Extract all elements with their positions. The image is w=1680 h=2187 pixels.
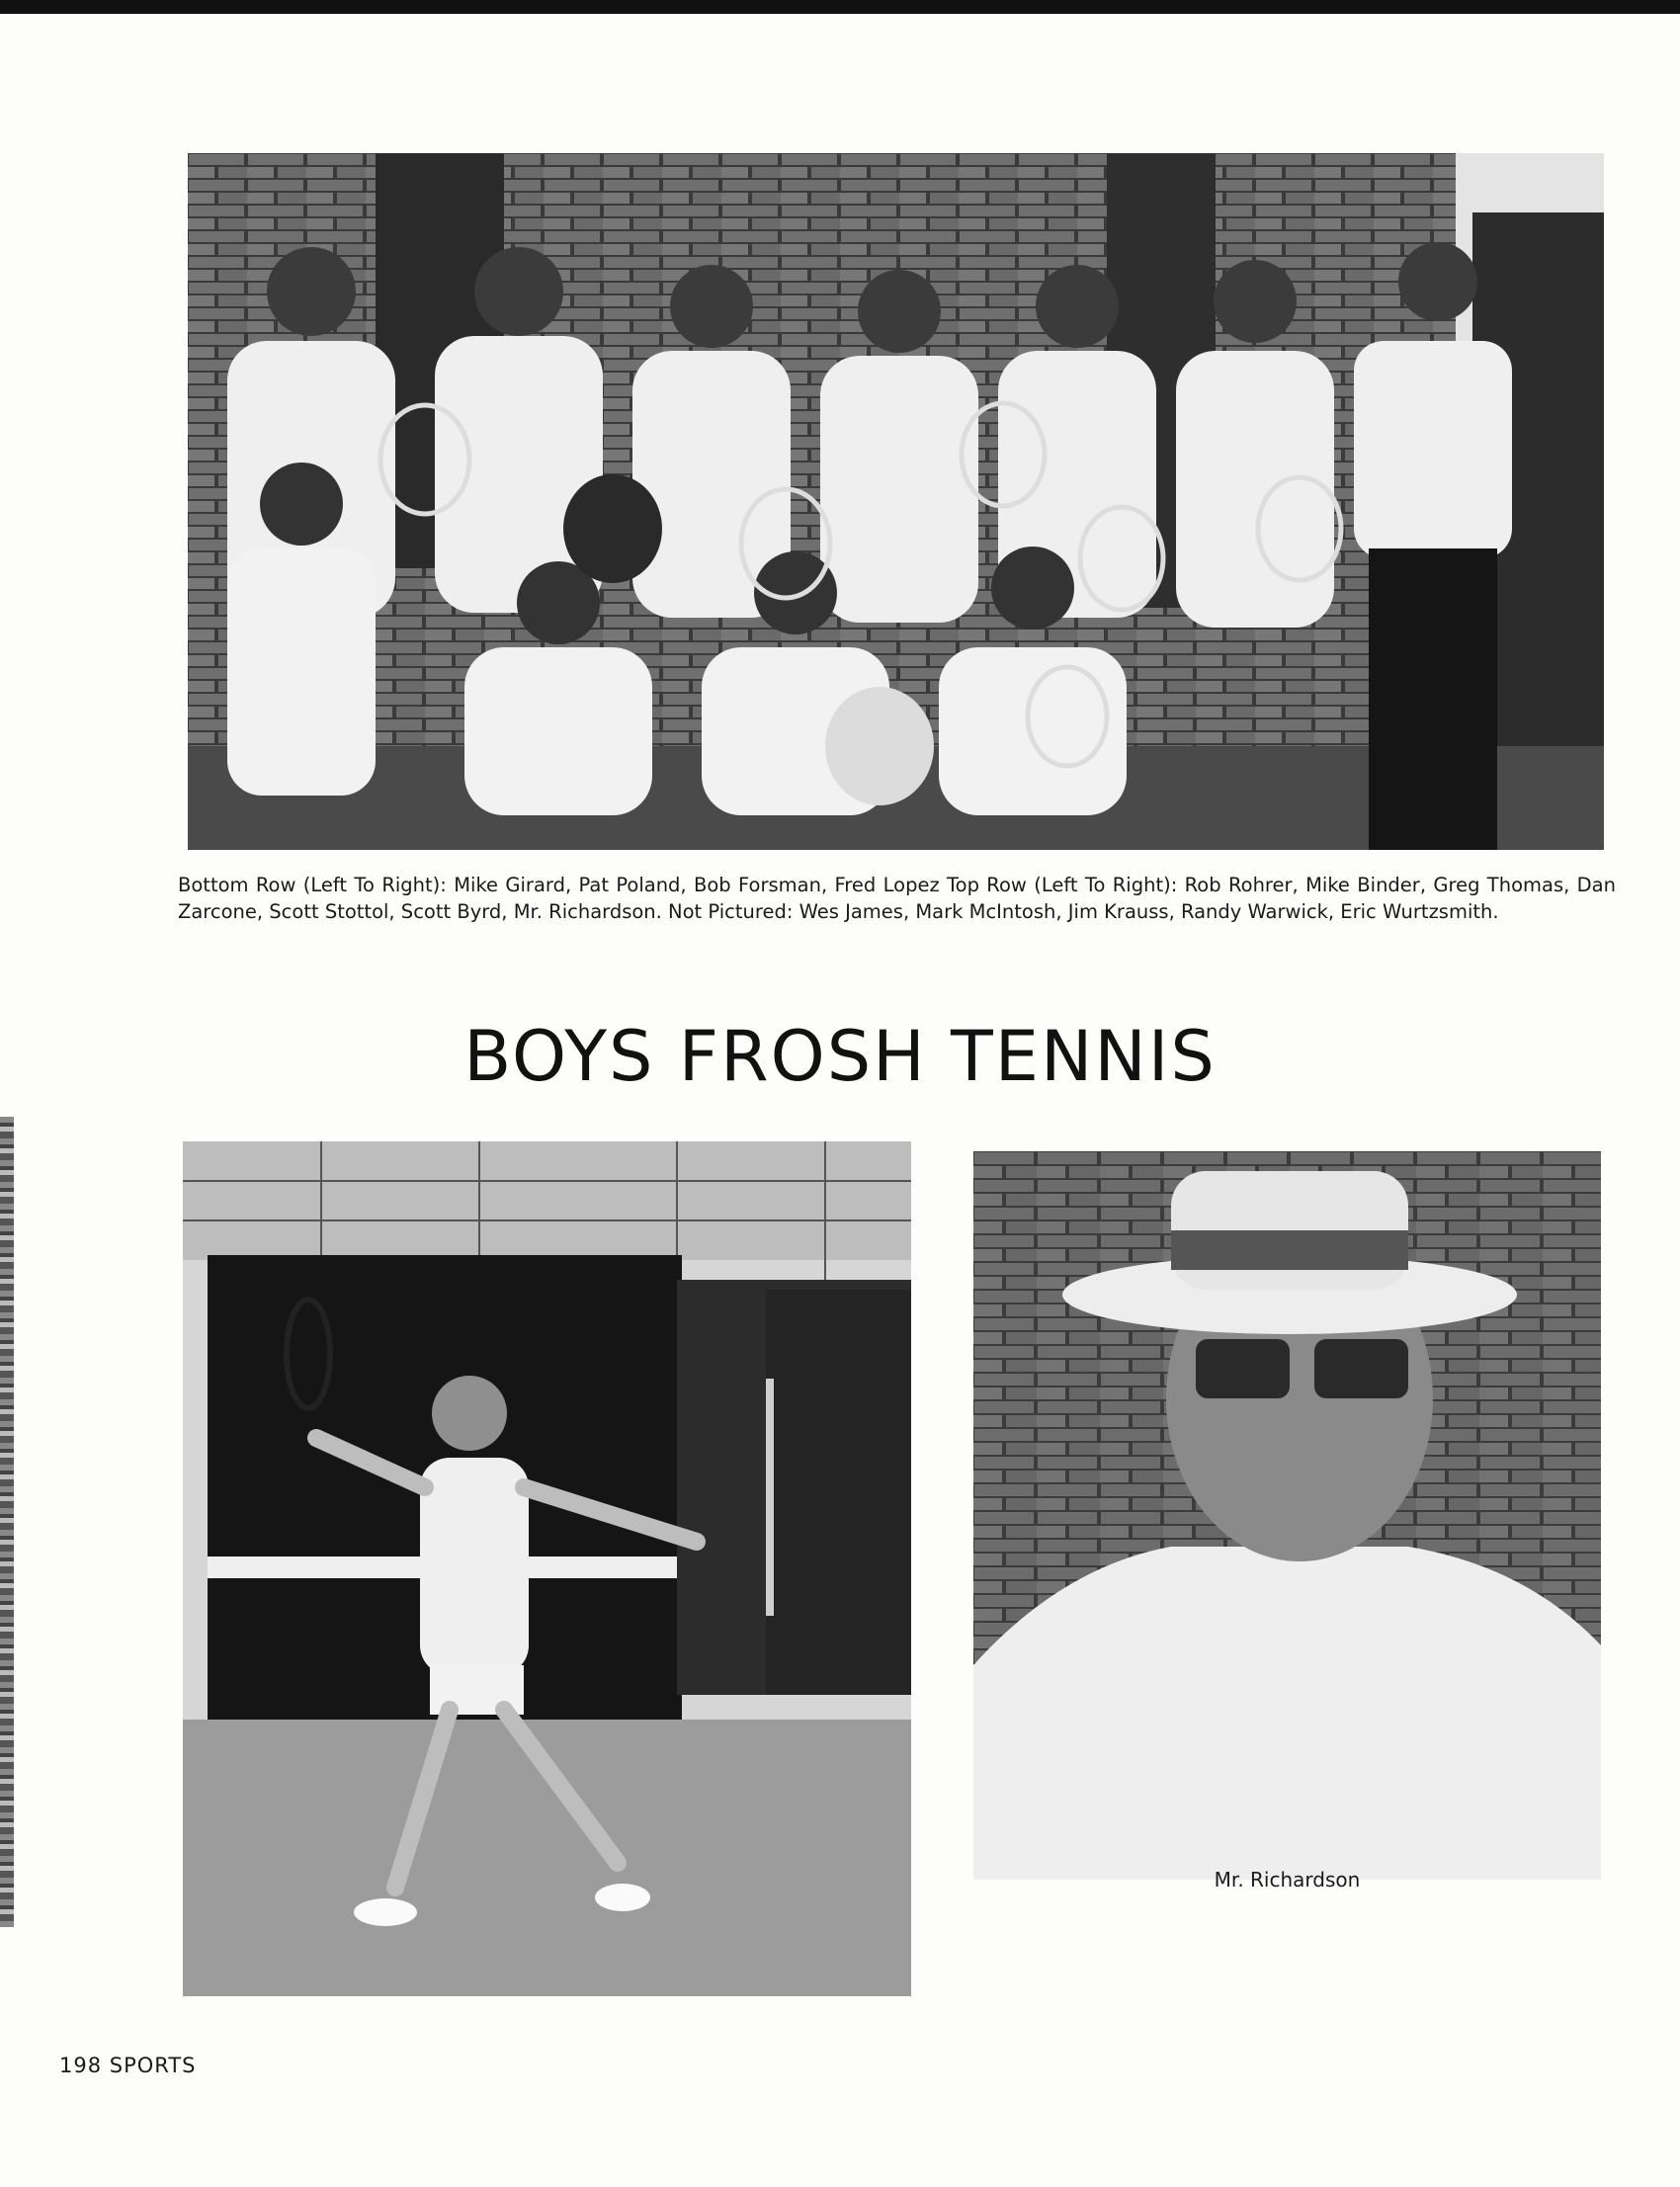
team-photo — [188, 153, 1604, 850]
facing-page-edge — [0, 1117, 14, 1927]
page-folio: 198 SPORTS — [59, 2054, 197, 2077]
coach-portrait-photo — [973, 1151, 1601, 1880]
section-title: BOYS FROSH TENNIS — [463, 1016, 1217, 1097]
team-photo-caption: Bottom Row (Left To Right): Mike Girard, Pat Poland, Bob Forsman, Fred Lopez Top Row (Left To Right): Rob Rohrer, Mike Binder, Greg Thomas, Dan Zarcone, Scott Stottol, Scott Byrd, Mr. Richardson. Not Pictured: Wes James, Mark McIntosh, Jim Krauss, Randy Warwick, Eric Wurtzsmith. — [178, 874, 1616, 923]
player-action-photo — [183, 1141, 911, 1996]
coach-caption: Mr. Richardson — [1214, 1868, 1361, 1892]
page-top-rule — [0, 0, 1680, 14]
